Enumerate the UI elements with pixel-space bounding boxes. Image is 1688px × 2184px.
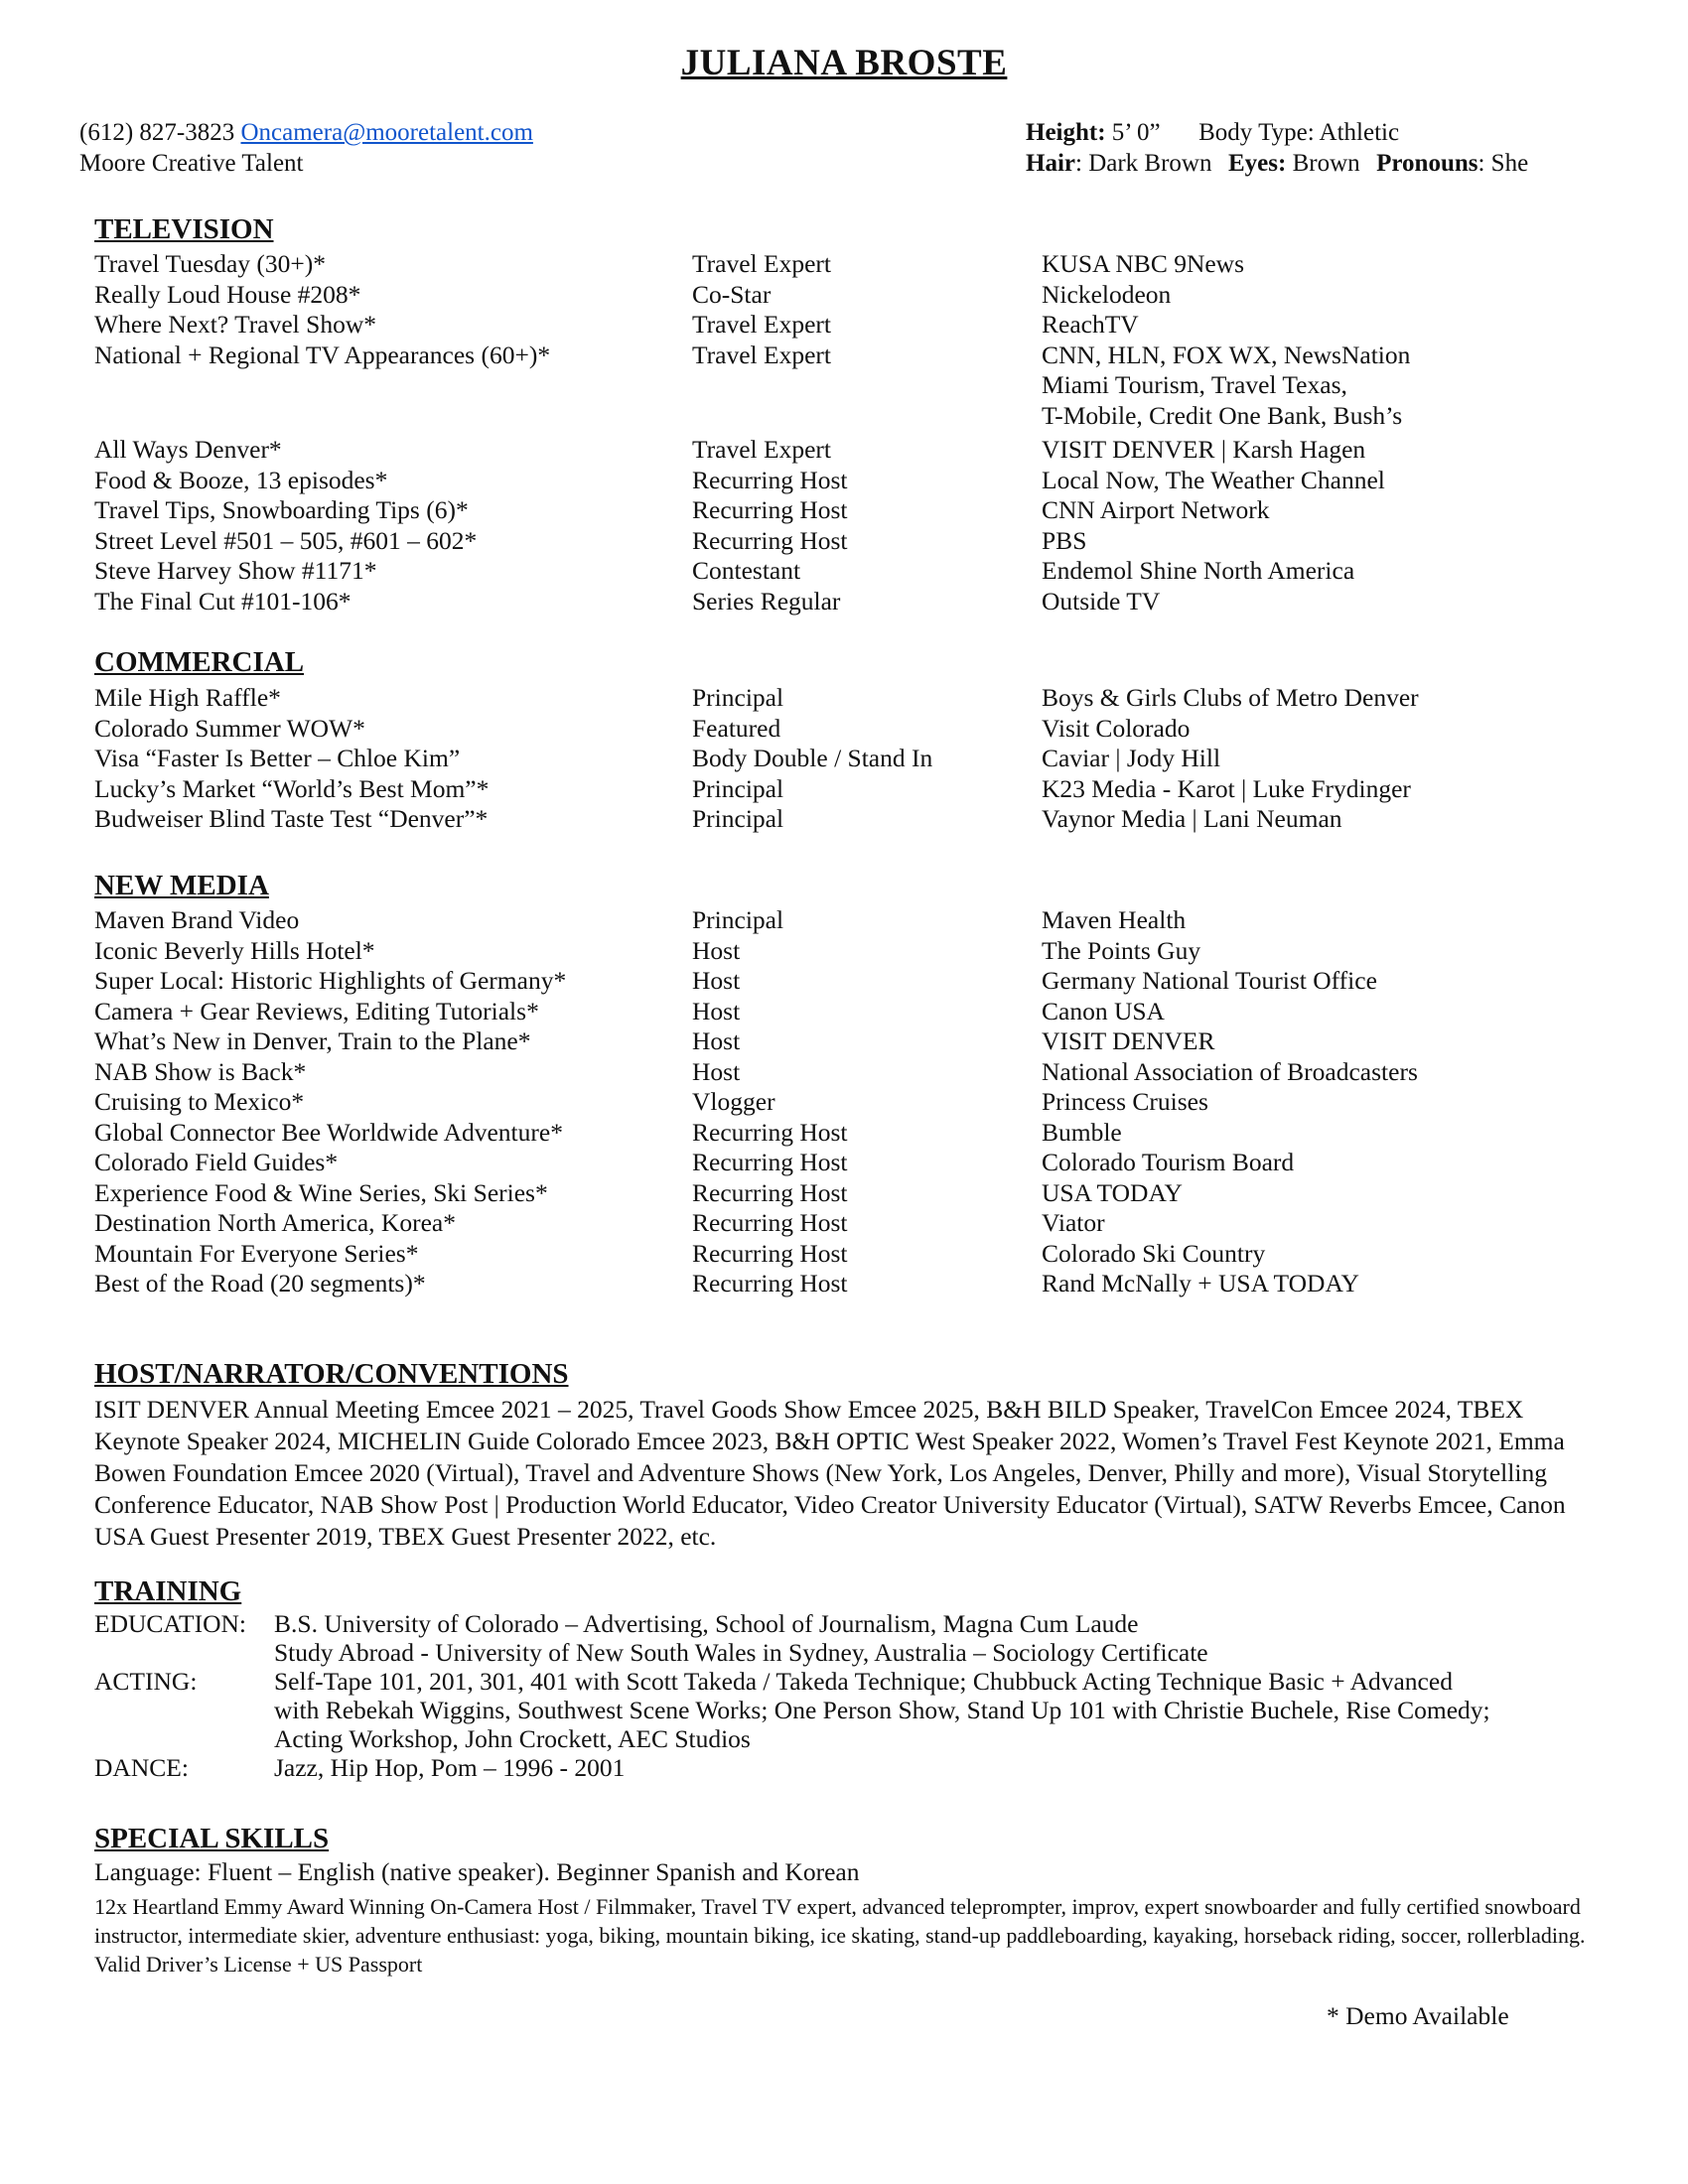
credit-project: Colorado Field Guides* [94,1148,339,1176]
credit-company: Princess Cruises [1042,1087,1208,1116]
credit-role: Host [692,935,741,965]
credit-row [94,966,1604,997]
credit-row [94,1269,1604,1299]
television-heading: TELEVISION [94,213,274,245]
credit-company: Colorado Tourism Board [1042,1148,1295,1176]
credit-row [94,997,1604,1027]
height-label: Height: [1026,119,1106,146]
credit-project: Travel Tuesday (30+)* [94,249,327,278]
credit-project: National + Regional TV Appearances (60+)* [94,340,551,369]
credit-role: Vlogger [692,1087,775,1116]
credit-company: VISIT DENVER [1042,1026,1215,1055]
credit-row [94,683,1604,714]
credit-project: Travel Tips, Snowboarding Tips (6)* [94,495,469,524]
language-skills: Language: Fluent – English (native speaker). Beginner Spanish and Korean [94,1857,860,1886]
contact-block [79,117,533,179]
training-block [94,1609,1604,1782]
email-link[interactable]: Oncamera@mooretalent.com [240,119,533,146]
credit-role: Travel Expert [692,249,831,278]
pronouns-value: : She [1477,150,1529,177]
credit-company: Viator [1042,1208,1105,1237]
credit-project: Budweiser Blind Taste Test “Denver”* [94,804,489,833]
credit-role: Featured [692,713,781,743]
credit-company: CNN Airport Network [1042,495,1270,524]
credit-company: Vaynor Media | Lani Neuman [1042,804,1342,833]
credit-company: KUSA NBC 9News [1042,249,1245,278]
credit-role: Host [692,1026,741,1055]
credit-role: Recurring Host [692,495,848,524]
credit-company: USA TODAY [1042,1177,1183,1207]
credit-project: Mile High Raffle* [94,683,281,712]
credit-role: Recurring Host [692,1208,848,1237]
credit-company: Maven Health [1042,905,1187,934]
credit-row [94,774,1604,805]
credit-project: Mountain For Everyone Series* [94,1238,419,1268]
credit-role: Recurring Host [692,1117,848,1147]
credit-company: Canon USA [1042,996,1165,1025]
credit-company: Visit Colorado [1042,713,1191,743]
credit-company: CNN, HLN, FOX WX, NewsNation [1042,340,1411,369]
credit-row [94,1239,1604,1270]
education-label: EDUCATION: [94,1609,246,1638]
credit-row [94,744,1604,774]
credit-project: Visa “Faster Is Better – Chloe Kim” [94,744,461,772]
credit-project: Experience Food & Wine Series, Ski Series* [94,1177,548,1207]
credit-project: Destination North America, Korea* [94,1208,456,1237]
credit-role: Host [692,996,741,1025]
credit-role: Principal [692,804,784,833]
television-credits [94,249,1604,616]
credit-role: Principal [692,683,784,712]
credit-role: Principal [692,773,784,803]
credit-row [94,1118,1604,1149]
credit-company: K23 Media - Karot | Luke Frydinger [1042,773,1411,803]
credit-company: National Association of Broadcasters [1042,1056,1418,1086]
credit-role: Body Double / Stand In [692,744,933,772]
credit-row [94,804,1604,835]
credit-role: Travel Expert [692,435,831,464]
credit-company: Colorado Ski Country [1042,1238,1266,1268]
credit-project: Global Connector Bee Worldwide Adventure* [94,1117,563,1147]
credit-project: Camera + Gear Reviews, Editing Tutorials* [94,996,539,1025]
commercial-credits [94,683,1604,835]
credit-company: The Points Guy [1042,935,1201,965]
credit-project: Where Next? Travel Show* [94,310,376,339]
credit-project: Best of the Road (20 segments)* [94,1269,426,1297]
credit-role: Travel Expert [692,310,831,339]
credit-project: Street Level #501 – 505, #601 – 602* [94,525,478,555]
credit-project: Maven Brand Video [94,905,300,934]
credit-row [94,1208,1604,1239]
credit-role: Contestant [692,556,801,585]
credit-project: Really Loud House #208* [94,279,361,309]
agency-name: Moore Creative Talent [79,150,304,177]
credit-company: Bumble [1042,1117,1122,1147]
credit-row [94,310,1604,341]
acting-training: Self-Tape 101, 201, 301, 401 with Scott Takeda / Takeda Technique; Chubbuck Acting Technique Basic + Advanced with Rebekah Wiggins, Southwest Scene Works; One Person Show, Stand Up 101 with Christie Buchele, Rise Comedy; Acting Workshop, John Crockett, AEC Studios [274,1667,1490,1753]
credit-company: Rand McNally + USA TODAY [1042,1269,1359,1297]
credit-row [94,556,1604,587]
credit-project: All Ways Denver* [94,435,282,464]
eyes-label: Eyes: [1227,150,1287,177]
pronouns-label: Pronouns [1376,150,1478,177]
credit-company: Boys & Girls Clubs of Metro Denver [1042,683,1419,712]
credit-role: Recurring Host [692,1269,848,1297]
hair-label: Hair [1026,150,1075,177]
height-value: 5’ 0” [1111,119,1161,146]
credit-role: Principal [692,905,784,934]
credit-row [94,936,1604,967]
credit-row [94,905,1604,936]
credit-role: Co-Star [692,279,772,309]
credit-company: Outside TV [1042,586,1161,615]
credit-row [94,1026,1604,1057]
phone-number: (612) 827-3823 [79,119,235,146]
credit-row [94,341,1604,371]
credit-company: Germany National Tourist Office [1042,966,1377,995]
credit-role: Travel Expert [692,340,831,369]
credit-role: Recurring Host [692,1177,848,1207]
credit-role: Host [692,966,741,995]
special-skills-heading: SPECIAL SKILLS [94,1823,330,1854]
body-type: Body Type: Athletic [1198,119,1400,146]
credit-project: What’s New in Denver, Train to the Plane* [94,1026,531,1055]
credit-row [94,1057,1604,1088]
credit-company: VISIT DENVER | Karsh Hagen [1042,435,1366,464]
credit-project: Steve Harvey Show #1171* [94,556,377,585]
credit-row [94,1178,1604,1209]
company-extra-line: Miami Tourism, Travel Texas, [1042,370,1347,399]
credit-row [94,526,1604,557]
demo-note: * Demo Available [1327,2001,1509,2030]
special-skills-text: 12x Heartland Emmy Award Winning On-Camera Host / Filmmaker, Travel TV expert, advanced teleprompter, improv, expert snowboarder and fully certified snowboard instructor, intermediate skier, adventure enthusiast: yoga, biking, mountain biking, ice skating, stand-up paddleboarding, kayaking, horseback riding, soccer, rollerblading. Valid Driver’s License + US Passport [94,1894,1586,1977]
dance-label: DANCE: [94,1753,189,1782]
credit-company: Caviar | Jody Hill [1042,744,1221,772]
host-heading: HOST/NARRATOR/CONVENTIONS [94,1358,569,1390]
new-media-heading: NEW MEDIA [94,870,269,901]
physical-stats [1026,117,1528,179]
credit-row [94,435,1604,466]
credit-row [94,495,1604,526]
credit-row [94,280,1604,311]
credit-role: Recurring Host [692,1238,848,1268]
credit-company: Nickelodeon [1042,279,1172,309]
credit-row [94,714,1604,745]
credit-project: The Final Cut #101-106* [94,586,352,615]
credit-project: Colorado Summer WOW* [94,713,365,743]
credit-project: Food & Booze, 13 episodes* [94,465,388,494]
credit-project: Cruising to Mexico* [94,1087,305,1116]
eyes-value: Brown [1292,150,1360,177]
credit-role: Recurring Host [692,1148,848,1176]
education-study-abroad: Study Abroad - University of New South Wales in Sydney, Australia – Sociology Certificate [274,1638,1208,1667]
credit-role: Host [692,1056,741,1086]
company-extra-line: T-Mobile, Credit One Bank, Bush’s [1042,400,1403,430]
education-degree: B.S. University of Colorado – Advertising, School of Journalism, Magna Cum Laude [274,1609,1139,1638]
credit-row [94,249,1604,280]
credit-role: Recurring Host [692,525,848,555]
hair-value: : Dark Brown [1075,150,1212,177]
credit-row [94,587,1604,617]
credit-company: PBS [1042,525,1087,555]
credit-company: Endemol Shine North America [1042,556,1355,585]
credit-row [94,466,1604,496]
credit-project: NAB Show is Back* [94,1056,307,1086]
actor-name: JULIANA BROSTE [680,43,1008,83]
credit-company: ReachTV [1042,310,1139,339]
dance-training: Jazz, Hip Hop, Pom – 1996 - 2001 [274,1753,626,1782]
credit-role: Series Regular [692,586,841,615]
new-media-credits [94,905,1604,1299]
training-heading: TRAINING [94,1575,242,1607]
credit-project: Super Local: Historic Highlights of Germany* [94,966,567,995]
credit-project: Lucky’s Market “World’s Best Mom”* [94,773,490,803]
host-paragraph: ISIT DENVER Annual Meeting Emcee 2021 – 2025, Travel Goods Show Emcee 2025, B&H BILD Speaker, TravelCon Emcee 2024, TBEX Keynote Speaker 2024, MICHELIN Guide Colorado Emcee 2023, B&H OPTIC West Speaker 2022, Women’s Travel Fest Keynote 2021, Emma Bowen Foundation Emcee 2020 (Virtual), Travel and Adventure Shows (New York, Los Angeles, Denver, Philly and more), Visual Storytelling Conference Educator, NAB Show Post | Production World Educator, Video Creator University Educator (Virtual), SATW Reverbs Emcee, Canon USA Guest Presenter 2019, TBEX Guest Presenter 2022, etc. [94,1395,1566,1551]
acting-label: ACTING: [94,1667,198,1696]
credit-row [94,1148,1604,1178]
credit-company: Local Now, The Weather Channel [1042,465,1385,494]
credit-role: Recurring Host [692,465,848,494]
credit-row [94,1087,1604,1118]
commercial-heading: COMMERCIAL [94,646,305,678]
credit-project: Iconic Beverly Hills Hotel* [94,935,375,965]
